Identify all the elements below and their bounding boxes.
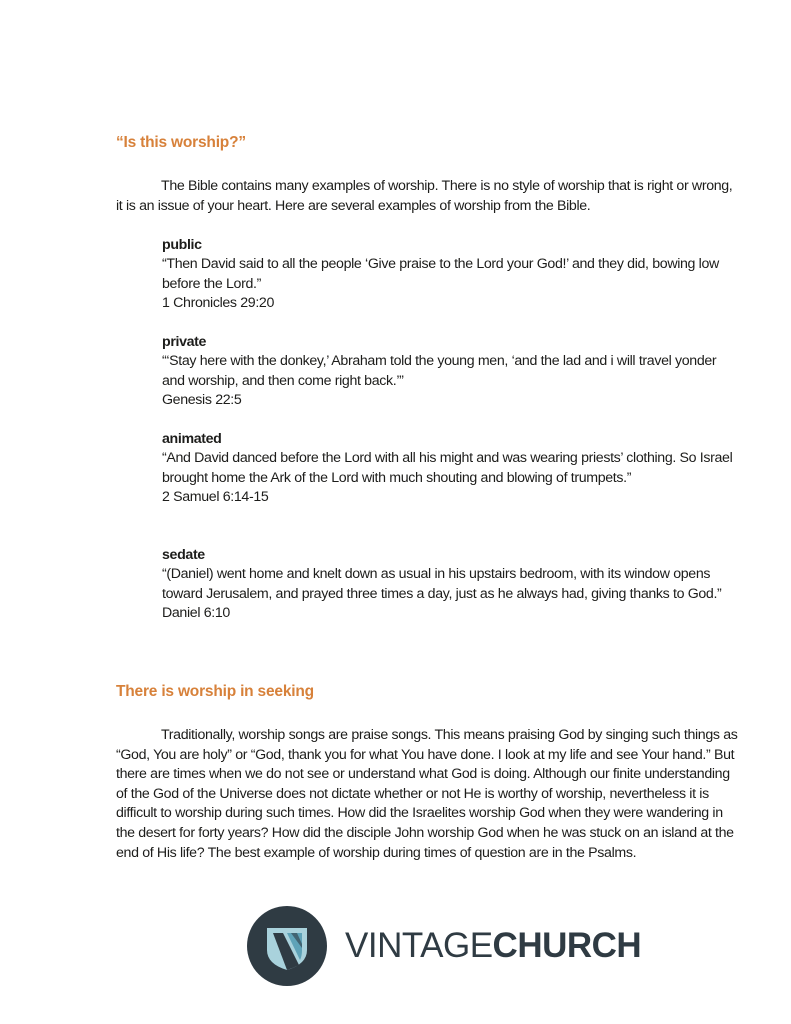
example-animated [162, 430, 742, 508]
intro-text: The Bible contains many examples of worship. There is no style of worship that is right or wrong, it is an issue of your heart. Here are several examples of worship from the Bible. [116, 178, 733, 214]
example-reference: 1 Chronicles 29:20 [162, 295, 275, 312]
example-quote: “(Daniel) went home and knelt down as usual in his upstairs bedroom, with its window opens toward Jerusalem, and prayed three times a day, just as he always had, giving thanks to God.” [162, 566, 722, 602]
vintage-church-shield-icon [247, 906, 327, 986]
vintage-church-logo [247, 906, 641, 986]
logo-wordmark [345, 926, 641, 966]
example-quote: “‘Stay here with the donkey,’ Abraham told the young men, ‘and the lad and i will travel yonder and worship, and then come right back.’” [162, 353, 717, 389]
example-reference: 2 Samuel 6:14-15 [162, 489, 269, 506]
logo-text-church: CHURCH [492, 926, 642, 965]
example-public [162, 236, 742, 314]
seeking-paragraph [116, 726, 738, 863]
example-title: animated [162, 431, 222, 447]
example-reference: Daniel 6:10 [162, 605, 230, 622]
example-title: sedate [162, 547, 205, 563]
example-title: public [162, 237, 202, 253]
section-heading-is-this-worship: “Is this worship?” [116, 134, 246, 151]
section-heading-worship-in-seeking: There is worship in seeking [116, 683, 314, 700]
intro-paragraph [116, 177, 738, 216]
example-reference: Genesis 22:5 [162, 392, 242, 409]
example-title: private [162, 334, 207, 350]
seeking-text: Traditionally, worship songs are praise songs. This means praising God by singing such things as “God, You are holy” or “God, thank you for what You have done. I look at my life and see Your hand.” But there are times when we do not see or understand what God is doing. Although our finite understanding of the God of the Universe does not dictate whether or not He is worthy of worship, nevertheless it is difficult to worship during such times. How did the Israelites worship God when they were wandering in the desert for forty years? How did the disciple John worship God when he was stuck on an island at the end of His life? The best example of worship during times of question are in the Psalms. [116, 727, 738, 861]
example-sedate [162, 546, 742, 624]
example-quote: “And David danced before the Lord with all his might and was wearing priests’ clothing. So Israel brought home the Ark of the Lord with much shouting and blowing of trumpets.” [162, 450, 733, 486]
example-private [162, 333, 742, 411]
logo-text-vintage: VINTAGE [345, 926, 493, 965]
example-quote: “Then David said to all the people ‘Give praise to the Lord your God!’ and they did, bowing low before the Lord.” [162, 256, 719, 292]
